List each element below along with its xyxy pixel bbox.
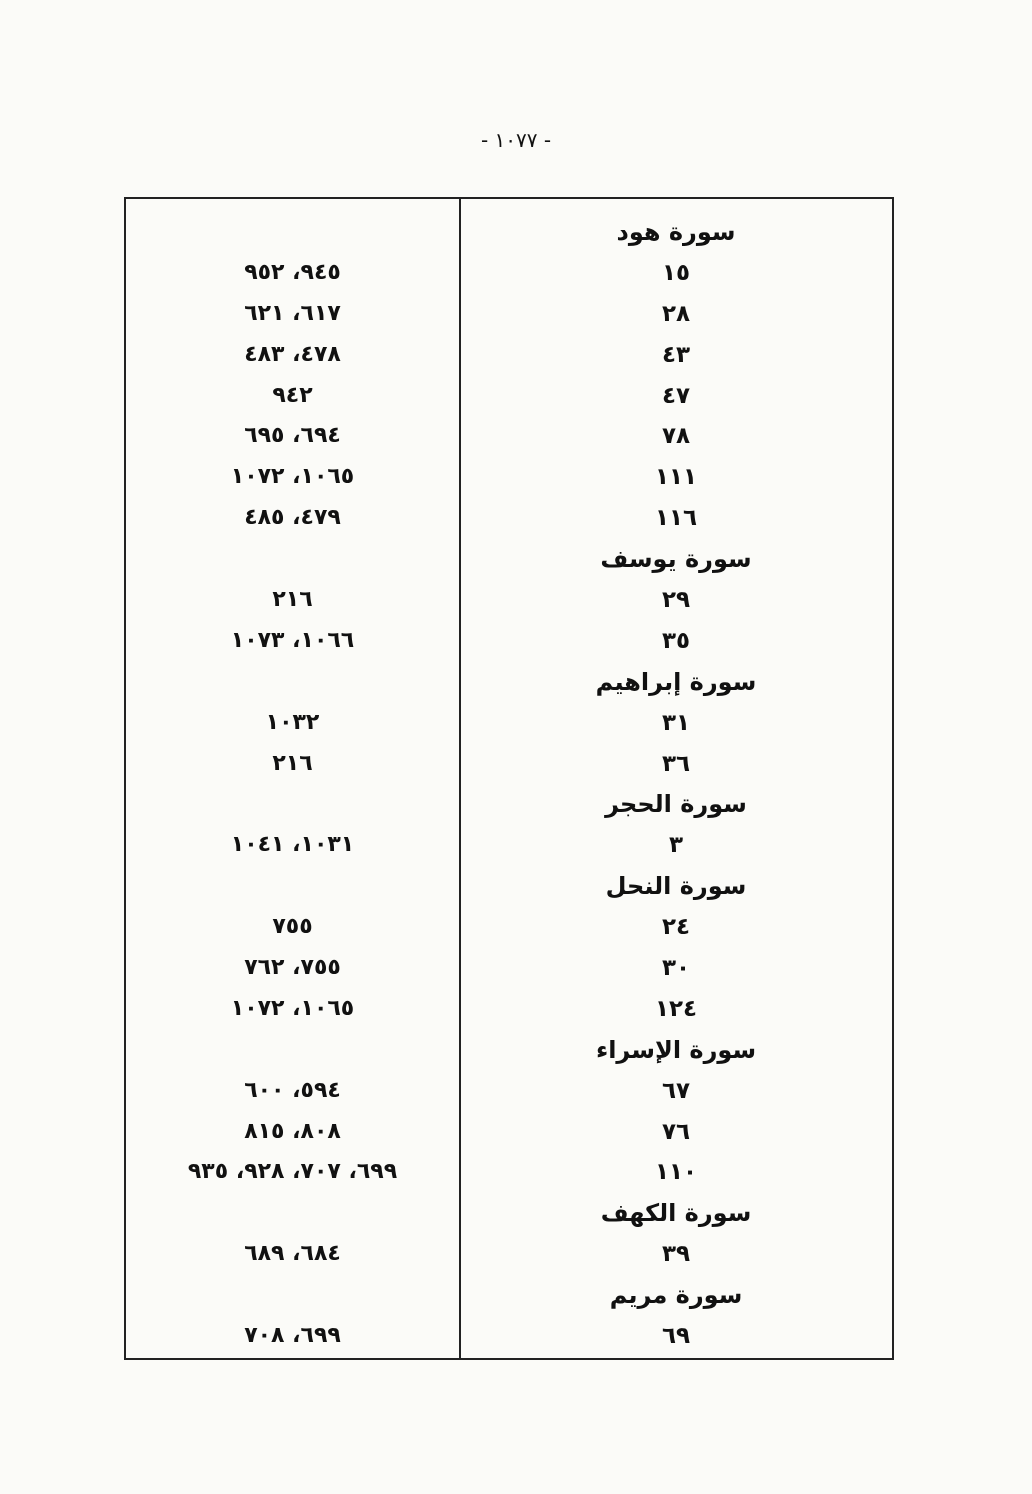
surah-heading-row	[126, 866, 892, 907]
surah-heading-row	[126, 1193, 892, 1234]
verse-number: ٣٠	[661, 955, 691, 982]
index-rows	[126, 212, 892, 1357]
table-row	[126, 825, 892, 866]
verse-number: ٧٦	[661, 1118, 691, 1145]
verse-number: ٤٧	[661, 382, 691, 409]
verse-number: ٢٨	[661, 300, 691, 327]
table-row	[126, 457, 892, 498]
verse-number: ٣١	[661, 709, 691, 736]
table-row	[126, 1152, 892, 1193]
verse-number: ١٥	[661, 259, 691, 286]
page-references: ٧٥٥	[272, 914, 313, 940]
table-row	[126, 253, 892, 294]
verse-number: ٢٩	[661, 587, 691, 614]
page-references: ٦٩٩، ٧٠٧، ٩٢٨، ٩٣٥	[187, 1159, 398, 1185]
table-row	[126, 744, 892, 785]
verse-number: ٧٨	[661, 423, 691, 450]
table-row	[126, 416, 892, 457]
table-row	[126, 335, 892, 376]
table-row	[126, 1234, 892, 1275]
table-row	[126, 580, 892, 621]
surah-heading-row	[126, 1275, 892, 1316]
surah-heading: سورة الكهف	[600, 1199, 752, 1228]
table-row	[126, 1112, 892, 1153]
table-row	[126, 703, 892, 744]
page-references: ١٠٦٥، ١٠٧٢	[230, 995, 355, 1021]
surah-heading-row	[126, 662, 892, 703]
page-references: ٩٤٥، ٩٥٢	[244, 259, 341, 285]
table-row	[126, 498, 892, 539]
verse-number: ٢٤	[661, 914, 691, 941]
page-references: ٤٧٩، ٤٨٥	[244, 505, 341, 531]
page-references: ٥٩٤، ٦٠٠	[244, 1077, 341, 1103]
surah-heading: سورة إبراهيم	[595, 667, 757, 696]
table-row	[126, 294, 892, 335]
page-number: - ١٠٧٧ -	[480, 128, 552, 152]
surah-heading-row	[126, 212, 892, 253]
page-references: ١٠٦٦، ١٠٧٣	[230, 627, 355, 653]
table-row	[126, 989, 892, 1030]
page-references: ٤٧٨، ٤٨٣	[244, 341, 341, 367]
page-references: ٢١٦	[272, 587, 313, 613]
table-row	[126, 376, 892, 417]
verse-number: ١١٠	[654, 1159, 698, 1186]
page-references: ١٠٣٢	[265, 709, 320, 735]
surah-heading-row	[126, 1030, 892, 1071]
page-references: ٨٠٨، ٨١٥	[244, 1118, 341, 1144]
table-row	[126, 621, 892, 662]
table-row	[126, 948, 892, 989]
verse-number: ٤٣	[661, 341, 691, 368]
page-references: ٦٩٩، ٧٠٨	[244, 1323, 341, 1349]
verse-number: ١١٦	[654, 505, 698, 532]
page-references: ٢١٦	[272, 750, 313, 776]
surah-heading: سورة النحل	[605, 872, 747, 901]
table-row	[126, 1316, 892, 1357]
page-references: ٩٤٢	[272, 382, 313, 408]
verse-number: ٦٧	[661, 1077, 691, 1104]
verse-number: ٣٩	[661, 1241, 691, 1268]
verse-number: ٣٦	[661, 750, 691, 777]
page-references: ١٠٦٥، ١٠٧٢	[230, 464, 355, 490]
surah-heading: سورة الحجر	[605, 790, 747, 819]
surah-heading: سورة مريم	[609, 1281, 743, 1310]
surah-heading: سورة يوسف	[600, 545, 752, 574]
page-references: ٦٩٤، ٦٩٥	[244, 423, 341, 449]
verse-number: ١١١	[654, 464, 698, 491]
surah-heading: سورة الإسراء	[595, 1035, 757, 1064]
verse-number: ١٢٤	[654, 995, 698, 1022]
verse-number: ٣	[668, 832, 684, 859]
verse-number: ٣٥	[661, 627, 691, 654]
surah-heading: سورة هود	[616, 218, 736, 246]
page-references: ٧٥٥، ٧٦٢	[244, 955, 341, 981]
surah-heading-row	[126, 784, 892, 825]
surah-heading-row	[126, 539, 892, 580]
page-references: ١٠٣١، ١٠٤١	[230, 832, 355, 858]
table-row	[126, 1071, 892, 1112]
table-row	[126, 907, 892, 948]
page-references: ٦١٧، ٦٢١	[244, 300, 341, 326]
verse-number: ٦٩	[661, 1323, 691, 1350]
verse-index-table	[124, 197, 894, 1360]
page-references: ٦٨٤، ٦٨٩	[244, 1241, 341, 1267]
